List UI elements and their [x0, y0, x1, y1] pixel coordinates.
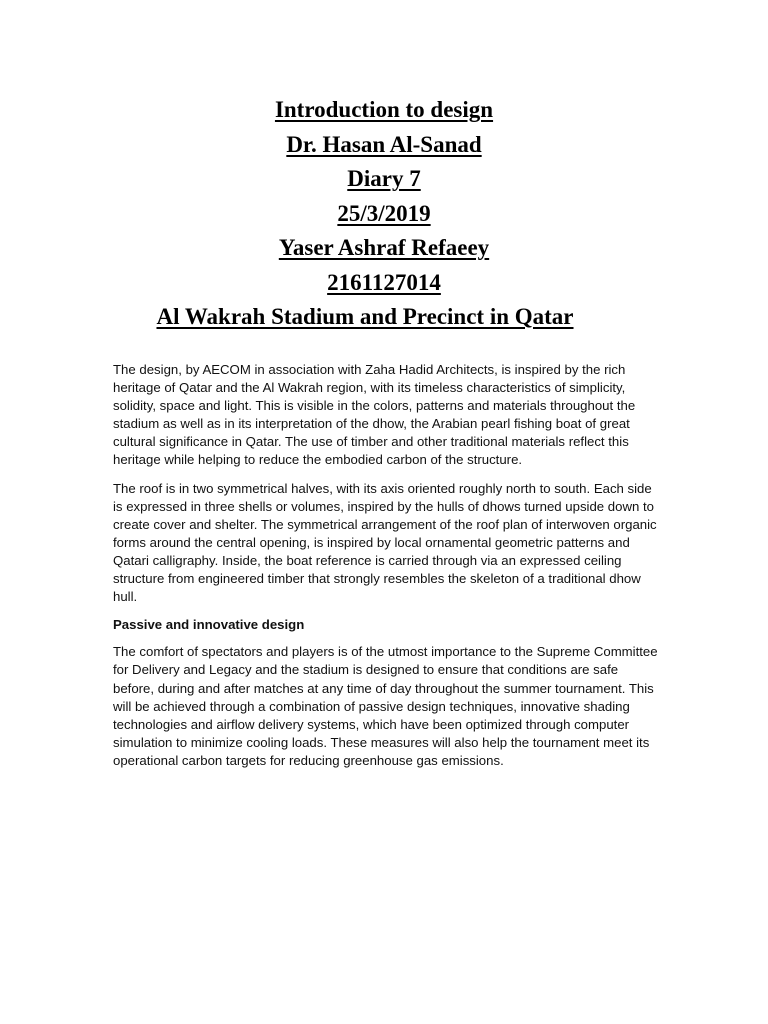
paragraph-roof: The roof is in two symmetrical halves, with its axis oriented roughly north to south. Each side is expressed in three shells or volumes, inspired by the hulls of dhows turned upside down to create cover and shelter. The symmetrical arrangement of the roof plan of interwoven organic forms around the central opening, is inspired by local ornamental geometric patterns and Qatari calligraphy. Inside, the boat reference is carried through via an expressed ceiling structure from engineered timber that strongly resembles the skeleton of a traditional dhow hull.: [113, 480, 657, 605]
course-title: Introduction to design: [274, 97, 494, 122]
diary-number: Diary 7: [347, 166, 421, 191]
section-subheading: Passive and innovative design: [113, 617, 305, 633]
paragraph-intro: The design, by AECOM in association with Zaha Hadid Architects, is inspired by the rich heritage of Qatar and the Al Wakrah region, with its timeless characteristics of simplicity, solidity, space and light. This is visible in the colors, patterns and materials throughout the stadium as well as in its interpretation of the dhow, the Arabian pearl fishing boat of great cultural significance in Qatar. The use of timber and other traditional materials reflect this heritage while helping to reduce the embodied carbon of the structure.: [113, 362, 636, 468]
document-body: [113, 361, 658, 780]
diary-date: 25/3/2019: [337, 200, 431, 226]
document-header: [0, 93, 768, 335]
paragraph-comfort: The comfort of spectators and players is of the utmost importance to the Supreme Committee for Delivery and Legacy and the stadium is designed to ensure that conditions are safe before, during and after matches at any time of day throughout the summer tournament. This will be achieved through a combination of passive design techniques, innovative shading technologies and airflow delivery systems, which have been optimized through computer simulation to minimize cooling loads. These measures will also help the tournament meet its operational carbon targets for reducing greenhouse gas emissions.: [113, 644, 658, 768]
student-name: Yaser Ashraf Refaeey: [278, 235, 490, 260]
student-id: 2161127014: [327, 269, 441, 295]
instructor-name: Dr. Hasan Al-Sanad: [286, 131, 482, 157]
document-title: Al Wakrah Stadium and Precinct in Qatar: [156, 304, 574, 329]
